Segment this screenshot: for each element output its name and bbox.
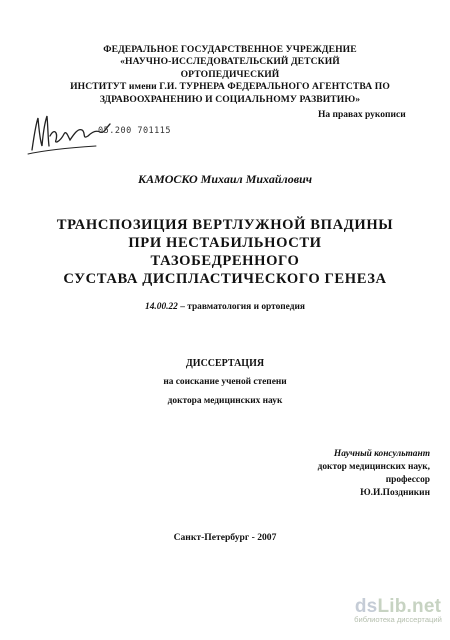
institution-line-2: «НАУЧНО-ИССЛЕДОВАТЕЛЬСКИЙ ДЕТСКИЙ ОРТОПЕДИЧЕСКИЙ bbox=[120, 56, 340, 80]
advisor-rank: профессор bbox=[385, 475, 430, 485]
title-line-1: ТРАНСПОЗИЦИЯ ВЕРТЛУЖНОЙ ВПАДИНЫ bbox=[56, 217, 394, 233]
watermark-logo-rest: Lib.net bbox=[377, 596, 442, 617]
advisor-degree: доктор медицинских наук, bbox=[317, 462, 430, 472]
degree-line-1: на соискание ученой степени bbox=[163, 377, 287, 387]
degree-line-2: доктора медицинских наук bbox=[167, 396, 283, 406]
city-year: Санкт-Петербург - 2007 bbox=[173, 532, 277, 543]
institution-line-3: ИНСТИТУТ имени Г.И. ТУРНЕРА ФЕДЕРАЛЬНОГО АГЕНТСТВА ПО bbox=[70, 81, 390, 93]
advisor-title: Научный консультант bbox=[333, 449, 430, 459]
title-line-2: ПРИ НЕСТАБИЛЬНОСТИ ТАЗОБЕДРЕННОГО bbox=[128, 235, 322, 269]
watermark-subtitle: библиотека диссертаций bbox=[354, 615, 442, 624]
institution-line-4: ЗДРАВООХРАНЕНИЮ И СОЦИАЛЬНОМУ РАЗВИТИЮ» bbox=[99, 93, 361, 105]
title-line-3: СУСТАВА ДИСПЛАСТИЧЕСКОГО ГЕНЕЗА bbox=[63, 271, 387, 287]
archive-stamp-number: 05.200 701115 bbox=[98, 126, 172, 136]
specialty-name: – травматология и ортопедия bbox=[177, 302, 305, 312]
institution-header bbox=[70, 44, 390, 106]
author-name: КАМОСКО Михаил Михайлович bbox=[137, 172, 313, 186]
institution-line-1: ФЕДЕРАЛЬНОЕ ГОСУДАРСТВЕННОЕ УЧРЕЖДЕНИЕ bbox=[103, 44, 357, 55]
specialty bbox=[0, 302, 450, 312]
watermark-logo-ds: ds bbox=[354, 596, 378, 617]
scientific-advisor bbox=[300, 448, 430, 500]
dslib-watermark bbox=[352, 596, 444, 624]
advisor-name: Ю.И.Поздникин bbox=[360, 488, 430, 498]
document-type: ДИССЕРТАЦИЯ bbox=[185, 358, 265, 369]
specialty-code: 14.00.22 bbox=[145, 302, 178, 312]
thesis-title bbox=[55, 216, 395, 288]
manuscript-note: На правах рукописи bbox=[318, 110, 406, 120]
